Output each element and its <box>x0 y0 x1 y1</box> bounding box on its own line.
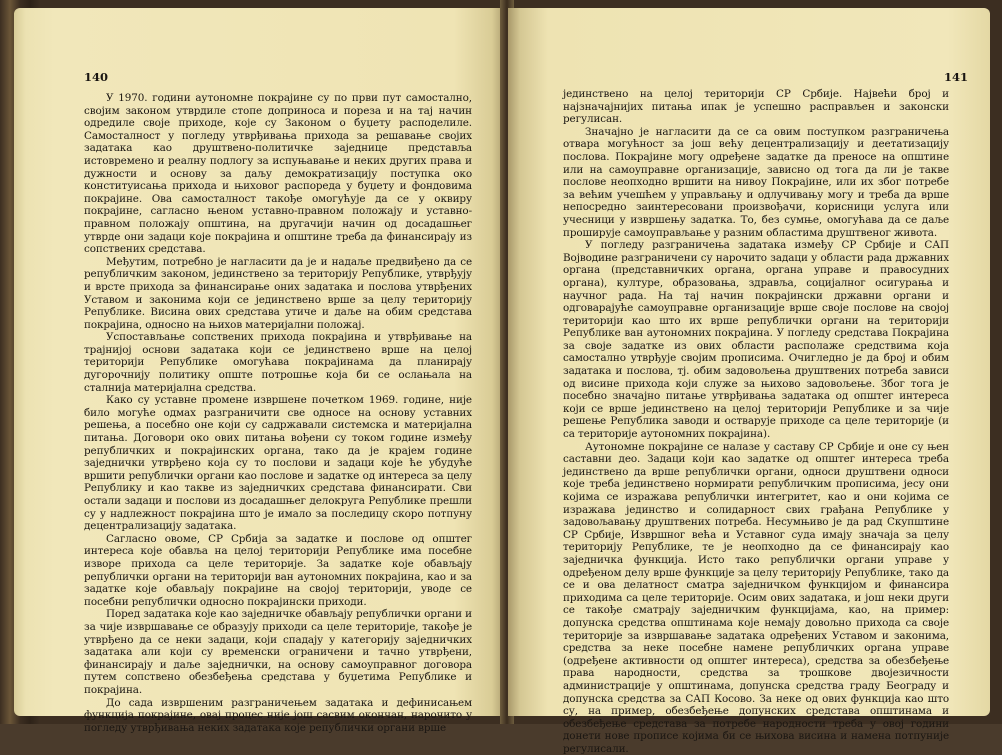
paragraph: Како су уставне промене извршене почетком 1969. године, није било могуће одмах разграничити све односе на основу уставних решења, а посебно оне који су садржавали системска и материјална питања. Договори око ових питања вођени су током године између републичких и покрајинских органа, тако да је крајем године заједнички утврђено која су то послови и задаци које ће убудуће вршити републички органи као послове и задатке од интереса за целу Републику и као такве из заједничких средстава финансирати. Сви остали задаци и послови из досадашњег делокруга Републике прешли су у надлежност покрајина што је имало за последицу скоро потпуну децентрализацију задатака. <box>84 394 472 533</box>
paragraph: Успостављање сопствених прихода покрајина и утврђивање на трајнијој основи задатака који се јединствено врше на целој територији Републике омогућава покрајинама да планирају дугорочнију политику опште потрошње која би се ослањала на сталнија материјална средства. <box>84 331 472 394</box>
paragraph: Поред задатака које као заједничке обављају републички органи и за чије извршавање се образују приходи са целе територије, такође је утврђено да се неки задаци, који спадају у категорију заједничких задатака али који су временски ограничени и тачно утврђени, финансирају и даље заједнички, на основу самоуправног договора путем сопствено обезбеђења средстава у буџетима Републике и покрајина. <box>84 608 472 696</box>
paragraph: Међутим, потребно је нагласити да је и надаље предвиђено да се републичким законом, јединствено за територију Републике, утврђују и врсте прихода за финансирање оних задатака и послова утврђених Уставом и законима који се јединствено врше за целу територију Републике. Висина ових средстава утиче и даље на обим средстава покрајина, односно на њихов материјални положај. <box>84 255 472 331</box>
paragraph: Значајно је нагласити да се са овим поступком разграничења отвара могућност за још већу децентрализацију и деетатизацију послова. Покрајине могу одређене задатке да преносе на општине или на самоуправне организације, зависно од тога да ли је такве послове неопходно вршити на нивоу Покрајине, или их због потребе за већим учешћем у управљању и одлучивању могу и треба да врше непосредно заинтересовани произвођачи, корисници услуга или учесници у извршењу задатка. То, без сумње, омогућава да се даље проширује самоуправљање у разним областима друштвеног живота. <box>563 125 949 239</box>
left-page-text <box>84 92 472 734</box>
paragraph: јединствено на целој територији СР Србије. Највећи број и најзначајнијих питања ипак је успешно расправљен и законски регулисан. <box>563 88 949 126</box>
right-page <box>508 8 990 755</box>
paragraph: У погледу разграничења задатака између СР Србије и САП Војводине разграничени су нарочито задаци у области рада државних органа (представничких органа, органа управе и правосудних органа), културе, образовања, здравља, социјалног осигурања и научног рада. На тај начин покрајински државни органи и одговарајуће самоуправне организације врше своје послове на својој територији као што их врше републички органи на територији Републике ван аутономних покрајина. У погледу средстава Покрајина за своје задатке из ових области располаже средствима која самостално утврђује својим прописима. Очигледно је да број и обим задатака и послова, тј. обим задовољења друштвених потреба зависи од висине прихода који служе за њихово задовољење. Због тога је посебно значајно питање утврђивања задатака од општег интереса који се врше јединствено на целој територији Републике и за чије решење Република заводи и остварује приходе са целе територије (и са територије аутономних покрајина). <box>563 239 949 441</box>
page-number-left: 140 <box>84 70 109 84</box>
paragraph: До сада извршеним разграничењем задатака и дефинисањем функција покрајине, овај процес није још сасвим окончан, нарочито у погледу утврђивања неких задатака које републички органи врше <box>84 696 472 734</box>
page-number-right: 141 <box>944 70 969 84</box>
left-page <box>14 8 506 734</box>
paragraph: Аутономне покрајине се налазе у саставу СР Србије и оне су њен саставни део. Задаци који као задатке од општег интереса треба јединствено да врше републички органи, односи друштвени односи које треба јединствено нормирати републичким прописима, јесу они којима се изражава републички интегритет, као и они којима се изражава јединство и солидарност свих грађана Републике у задовољавању друштвених потреба. Несумњиво је да рад Скупштине СР Србије, Извршног већа и Уставног суда имају значаја за целу територију Републике, те је неопходно да се финансирају као заједничка функција. Исто тако републички органи управе у одређеном делу врше функције за целу територију Републике, тако да се и ова делатност сматра заједничком функцијом и финансира приходима са целе територије. Осим ових задатака, и још неки други се такође сматрају заједничким функцијама, као, на пример: допунска средства општинама које немају довољно прихода са своје територије за извршавање задатака одређених Уставом и законима, средства за неке посебне намене републичких органа управе (одређене активности од општег интереса), средства за обезбеђење права народности, средства за трошкове двојезичности администрације у општинама, допунска средства граду Београду и допунска средства за САП Косово. За неке од ових функција као што су, на пример, обезбеђење допунских средстава општинама и обезбеђење средстава за потребе народности треба у овој години донети нове прописе којима би се њихова висина и намена потпуније регулисали. <box>563 440 949 755</box>
paragraph: У 1970. години аутономне покрајине су по први пут самостално, својим законом утврдиле стопе доприноса и пореза и на тај начин одредиле своје приходе, које су Законом о буџету расподелиле. Самосталност у погледу утврђивања прихода за решавање својих задатака као друштвено-политичке заједнице представља истовремено и реалну подлогу за испуњавање и неких других права и дужности и основу за даљу демократизацију поступка око конституисања прихода и њиховог распореда у буџету и фондовима покрајине. Ова самосталност такође омогућује да се у оквиру покрајине, сагласно њеном уставно-правном положају и уставно-правном положају општина, на другачији начин од досадашњег утврде они задаци које покрајина и општине треба да финансирају из сопствених средстава. <box>84 92 472 256</box>
paragraph: Сагласно овоме, СР Србија за задатке и послове од општег интереса које обавља на целој територији Републике има посебне изворе прихода са целе територије. За задатке које обављају републички органи на територији ван аутономних покрајина, као и за задатке које обављају покрајине на својој територији, уводе се посебни републички односно покрајински приходи. <box>84 532 472 608</box>
right-page-text <box>563 88 949 755</box>
